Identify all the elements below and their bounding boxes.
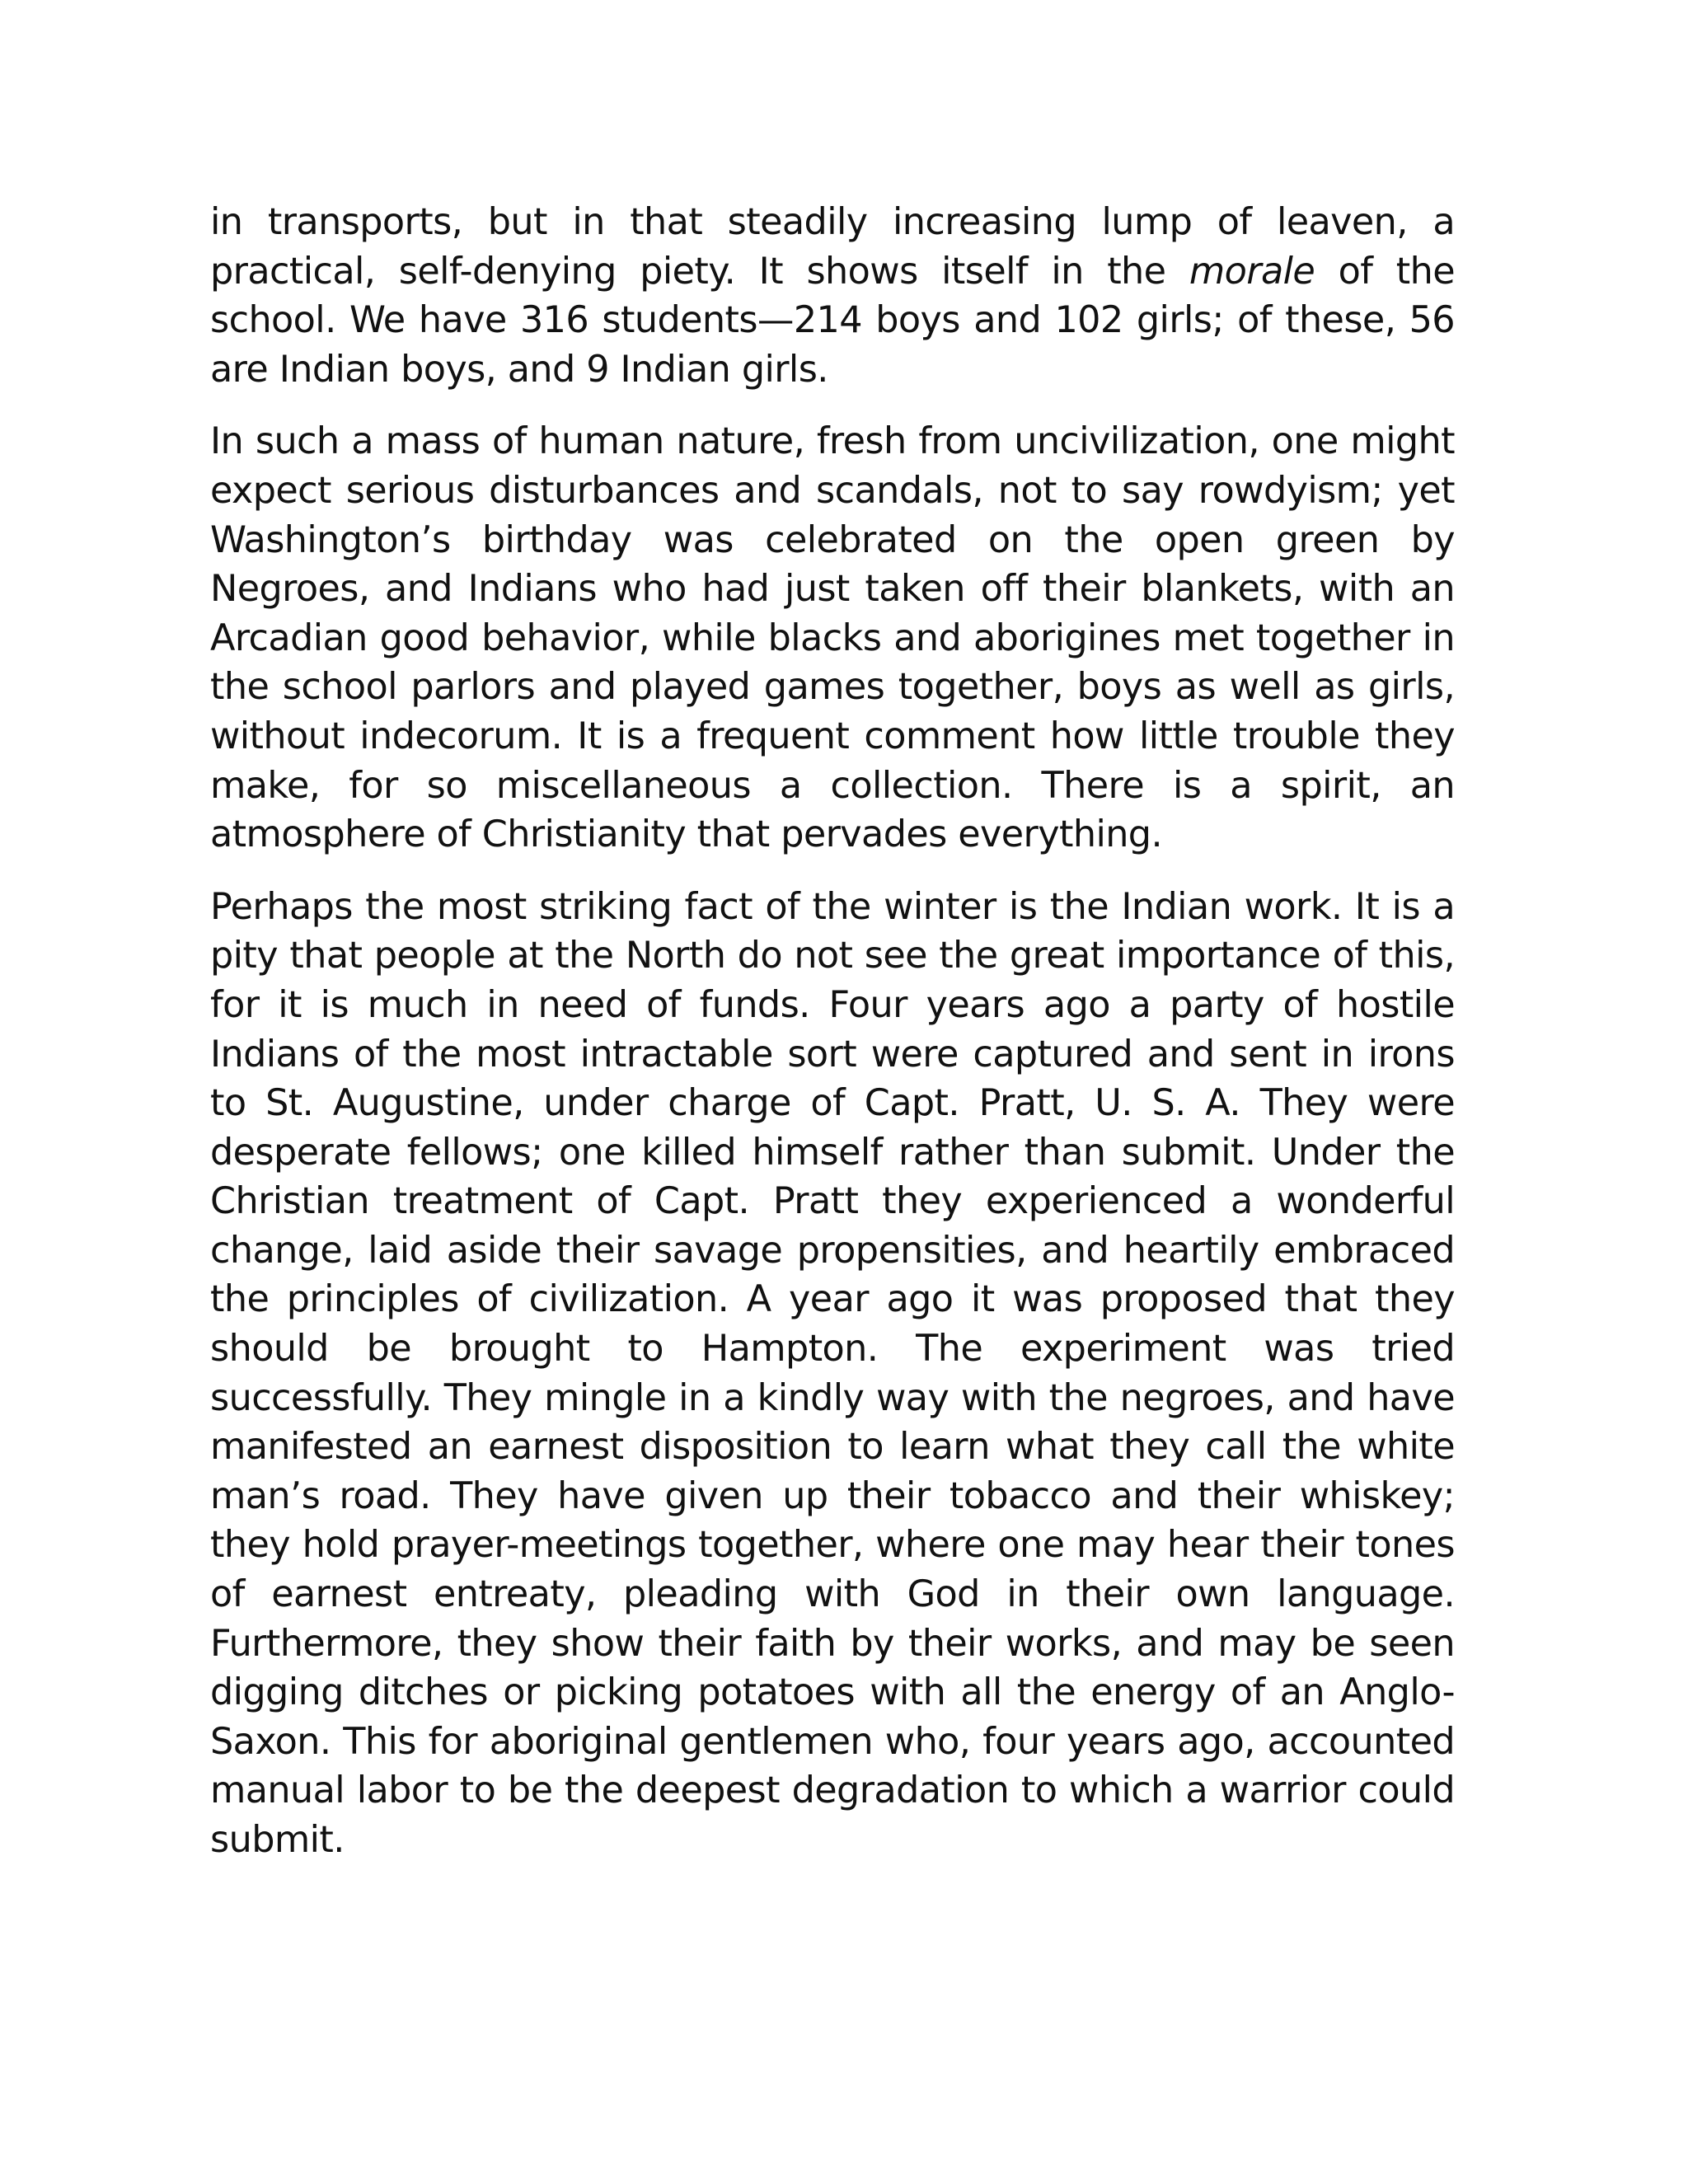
paragraph-1	[210, 198, 1455, 394]
paragraph-1-italic-term: morale	[1189, 250, 1315, 293]
paragraph-2: In such a mass of human nature, fresh from uncivilization, one might expect serious disturbances and scandals, not to say rowdyism; yet Washington’s birthday was celebrated on the open green by Negroes, and Indians who had just taken off their blankets, with an Arcadian good behavior, while blacks and aborigines met together in the school parlors and played games together, boys as well as girls, without indecorum. It is a frequent comment how little trouble they make, for so miscellaneous a collection. There is a spirit, an atmosphere of Christianity that pervades everything.	[210, 420, 1455, 856]
paragraph-1-text-after: of the school. We have 316 students—214 boys and 102 girls; of these, 56 are Indian boys, and 9 Indian girls.	[210, 250, 1455, 391]
paragraph-3: Perhaps the most striking fact of the winter is the Indian work. It is a pity that people at the North do not see the great importance of this, for it is much in need of funds. Four years ago a party of hostile Indians of the most intractable sort were captured and sent in irons to St. Augustine, under charge of Capt. Pratt, U. S. A. They were desperate fellows; one killed himself rather than submit. Under the Christian treatment of Capt. Pratt they experienced a wonderful change, laid aside their savage propensities, and heartily embraced the principles of civilization. A year ago it was proposed that they should be brought to Hampton. The experiment was tried successfully. They mingle in a kindly way with the negroes, and have manifested an earnest disposition to learn what they call the white man’s road. They have given up their tobacco and their whiskey; they hold prayer-meetings together, where one may hear their tones of earnest entreaty, pleading with God in their own language. Furthermore, they show their faith by their works, and may be seen digging ditches or picking potatoes with all the energy of an Anglo-Saxon. This for aboriginal gentlemen who, four years ago, accounted manual labor to be the deepest degradation to which a warrior could submit.	[210, 885, 1455, 1861]
document-page	[210, 198, 1455, 1888]
paragraph-1-text-before: in transports, but in that steadily increasing lump of leaven, a practical, self-denying piety. It shows itself in the	[210, 201, 1455, 293]
